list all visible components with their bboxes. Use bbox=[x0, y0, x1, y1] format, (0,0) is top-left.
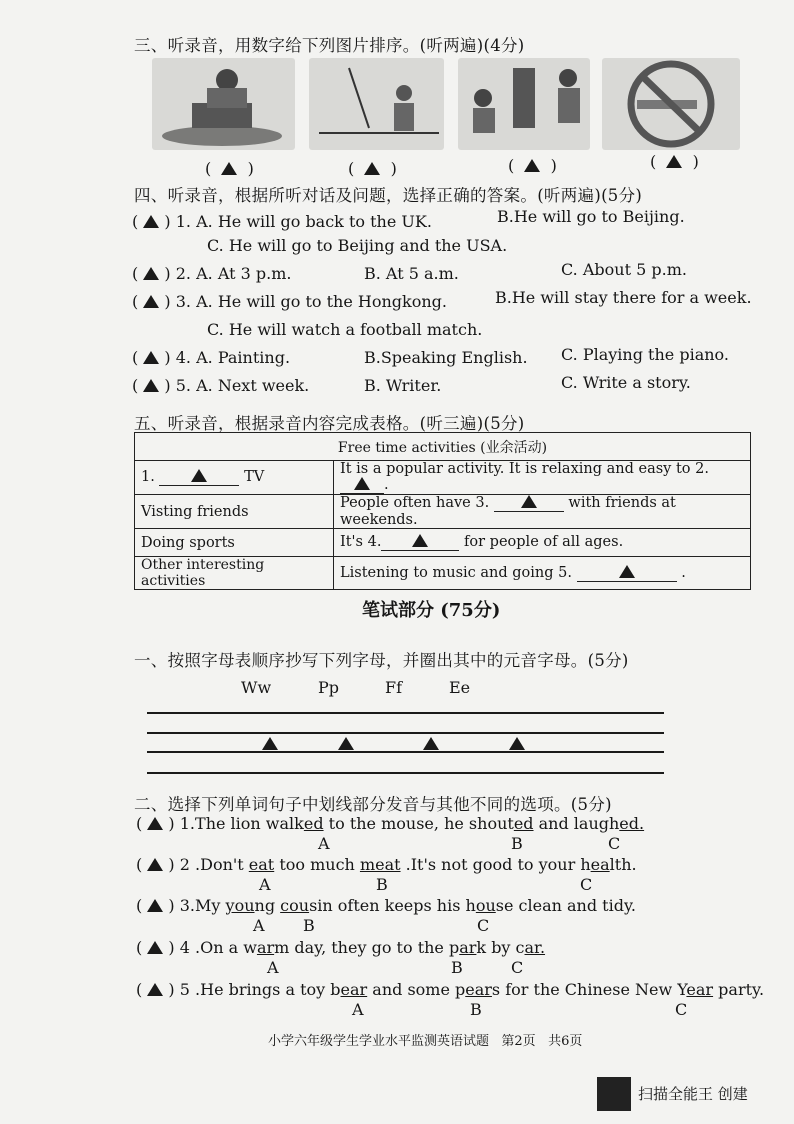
table-row: Doing sports It's 4. for people of all ages. bbox=[135, 529, 751, 557]
triangle-icon bbox=[354, 477, 370, 490]
written1-title: 一、按照字母表顺序抄写下列字母，并圈出其中的元音字母。(5分) bbox=[134, 651, 629, 670]
picture-fishing bbox=[309, 58, 444, 150]
sentence-5: ( ) 5 .He brings a toy bear and some pears for the Chinese New Year party. bbox=[136, 980, 765, 999]
triangle-icon bbox=[143, 379, 159, 392]
section5-title: 五、听录音，根据录音内容完成表格。(听三遍)(5分) bbox=[134, 414, 525, 433]
picture-tree bbox=[458, 58, 590, 150]
written-part-title: 笔试部分 (75分) bbox=[362, 600, 501, 621]
answer-slot[interactable]: ( ) bbox=[136, 980, 175, 999]
letter-ee: Ee bbox=[449, 678, 471, 697]
label-c: C bbox=[608, 834, 621, 853]
answer-slot-pic2[interactable]: ( ) bbox=[348, 159, 397, 178]
section4-title: 四、听录音，根据所听对话及问题，选择正确的答案。(听两遍)(5分) bbox=[134, 186, 643, 205]
triangle-icon bbox=[666, 155, 682, 168]
answer-slot[interactable]: ( ) bbox=[136, 855, 175, 874]
label-b: B bbox=[511, 834, 523, 853]
label-c: C bbox=[580, 875, 593, 894]
letter-pp: Pp bbox=[318, 678, 340, 697]
label-a: A bbox=[318, 834, 330, 853]
triangle-icon bbox=[147, 899, 163, 912]
writing-line bbox=[147, 732, 664, 734]
answer-blank-1[interactable] bbox=[159, 469, 239, 486]
triangle-icon bbox=[412, 534, 428, 547]
triangle-icon bbox=[147, 983, 163, 996]
option-c: C. About 5 p.m. bbox=[561, 260, 687, 279]
triangle-icon bbox=[147, 817, 163, 830]
sentence-1: ( ) 1.The lion walked to the mouse, he shouted and laughed. bbox=[136, 814, 645, 833]
triangle-icon bbox=[143, 351, 159, 364]
letter-ff: Ff bbox=[385, 678, 403, 697]
option-a: A. Painting. bbox=[196, 348, 291, 367]
label-c: C bbox=[675, 1000, 688, 1019]
answer-blank-2[interactable] bbox=[340, 477, 384, 494]
picture-basket bbox=[152, 58, 295, 150]
label-a: A bbox=[253, 916, 265, 935]
triangle-icon bbox=[143, 267, 159, 280]
q4-3-row: ( ) 3. A. He will go to the Hongkong. bbox=[132, 292, 447, 311]
option-a: A. At 3 p.m. bbox=[196, 264, 292, 283]
writing-line bbox=[147, 772, 664, 774]
option-c: C. Playing the piano. bbox=[561, 345, 729, 364]
triangle-icon bbox=[521, 495, 537, 508]
triangle-icon bbox=[191, 469, 207, 482]
triangle-icon bbox=[143, 295, 159, 308]
label-b: B bbox=[470, 1000, 482, 1019]
option-a: A. He will go back to the UK. bbox=[196, 212, 432, 231]
option-c: C. He will watch a football match. bbox=[207, 320, 483, 339]
label-a: A bbox=[259, 875, 271, 894]
answer-slot-letter3[interactable] bbox=[423, 734, 439, 753]
label-a: A bbox=[352, 1000, 364, 1019]
letter-ww: Ww bbox=[241, 678, 272, 697]
option-c: C. Write a story. bbox=[561, 373, 691, 392]
triangle-icon bbox=[524, 159, 540, 172]
watermark: 扫描全能王 创建 bbox=[638, 1085, 748, 1103]
triangle-icon bbox=[147, 941, 163, 954]
answer-blank-3[interactable] bbox=[494, 495, 564, 512]
table-header: Free time activities (业余活动) bbox=[135, 433, 751, 461]
label-c: C bbox=[511, 958, 524, 977]
option-b: B. At 5 a.m. bbox=[364, 264, 459, 283]
triangle-icon bbox=[147, 858, 163, 871]
label-b: B bbox=[376, 875, 388, 894]
triangle-icon bbox=[338, 737, 354, 750]
q4-2-row: ( ) 2. A. At 3 p.m. bbox=[132, 264, 292, 283]
writing-line bbox=[147, 751, 664, 753]
answer-slot[interactable]: ( ) bbox=[132, 348, 171, 367]
q4-1-row: ( ) 1. A. He will go back to the UK. bbox=[132, 212, 432, 231]
free-time-table bbox=[134, 432, 751, 590]
qr-code-icon bbox=[597, 1077, 631, 1111]
option-a: A. He will go to the Hongkong. bbox=[196, 292, 447, 311]
triangle-icon bbox=[221, 162, 237, 175]
table-row: Other interesting activities Listening to music and going 5. . bbox=[135, 557, 751, 590]
page-footer: 小学六年级学生学业水平监测英语试题 第2页 共6页 bbox=[268, 1034, 583, 1049]
section3-title: 三、听录音，用数字给下列图片排序。(听两遍)(4分) bbox=[134, 36, 525, 55]
triangle-icon bbox=[619, 565, 635, 578]
answer-blank-5[interactable] bbox=[577, 565, 677, 582]
answer-slot[interactable]: ( ) bbox=[132, 376, 171, 395]
picture-no-smoking bbox=[602, 58, 740, 150]
answer-blank-4[interactable] bbox=[381, 534, 459, 551]
answer-slot[interactable]: ( ) bbox=[136, 938, 175, 957]
option-b: B.He will stay there for a week. bbox=[495, 288, 752, 307]
answer-slot[interactable]: ( ) bbox=[132, 292, 171, 311]
answer-slot[interactable]: ( ) bbox=[136, 814, 175, 833]
writing-line bbox=[147, 712, 664, 714]
label-b: B bbox=[451, 958, 463, 977]
triangle-icon bbox=[423, 737, 439, 750]
option-b: B.Speaking English. bbox=[364, 348, 528, 367]
sentence-3: ( ) 3.My young cousin often keeps his house clean and tidy. bbox=[136, 896, 636, 915]
option-b: B. Writer. bbox=[364, 376, 442, 395]
triangle-icon bbox=[509, 737, 525, 750]
label-c: C bbox=[477, 916, 490, 935]
triangle-icon bbox=[143, 215, 159, 228]
q4-4-row: ( ) 4. A. Painting. bbox=[132, 348, 291, 367]
triangle-icon bbox=[262, 737, 278, 750]
answer-slot[interactable]: ( ) bbox=[132, 212, 171, 231]
option-a: A. Next week. bbox=[196, 376, 310, 395]
answer-slot-pic3[interactable]: ( ) bbox=[508, 156, 557, 175]
label-a: A bbox=[267, 958, 279, 977]
option-c: C. He will go to Beijing and the USA. bbox=[207, 236, 508, 255]
option-b: B.He will go to Beijing. bbox=[497, 207, 685, 226]
answer-slot[interactable]: ( ) bbox=[136, 896, 175, 915]
table-row: 1. TV It is a popular activity. It is relaxing and easy to 2.. bbox=[135, 461, 751, 495]
sentence-2: ( ) 2 .Don't eat too much meat .It's not good to your health. bbox=[136, 855, 637, 874]
answer-slot-letter4[interactable] bbox=[509, 734, 525, 753]
sentence-4: ( ) 4 .On a warm day, they go to the park by car. bbox=[136, 938, 546, 957]
q4-5-row: ( ) 5. A. Next week. bbox=[132, 376, 310, 395]
answer-slot[interactable]: ( ) bbox=[132, 264, 171, 283]
table-row: Visting friends People often have 3. with friends at weekends. bbox=[135, 495, 751, 529]
answer-slot-pic4[interactable]: ( ) bbox=[650, 152, 699, 171]
answer-slot-letter1[interactable] bbox=[262, 734, 278, 753]
answer-slot-pic1[interactable]: ( ) bbox=[205, 159, 254, 178]
triangle-icon bbox=[364, 162, 380, 175]
label-b: B bbox=[303, 916, 315, 935]
written2-title: 二、选择下列单词句子中划线部分发音与其他不同的选项。(5分) bbox=[134, 795, 612, 814]
answer-slot-letter2[interactable] bbox=[338, 734, 354, 753]
